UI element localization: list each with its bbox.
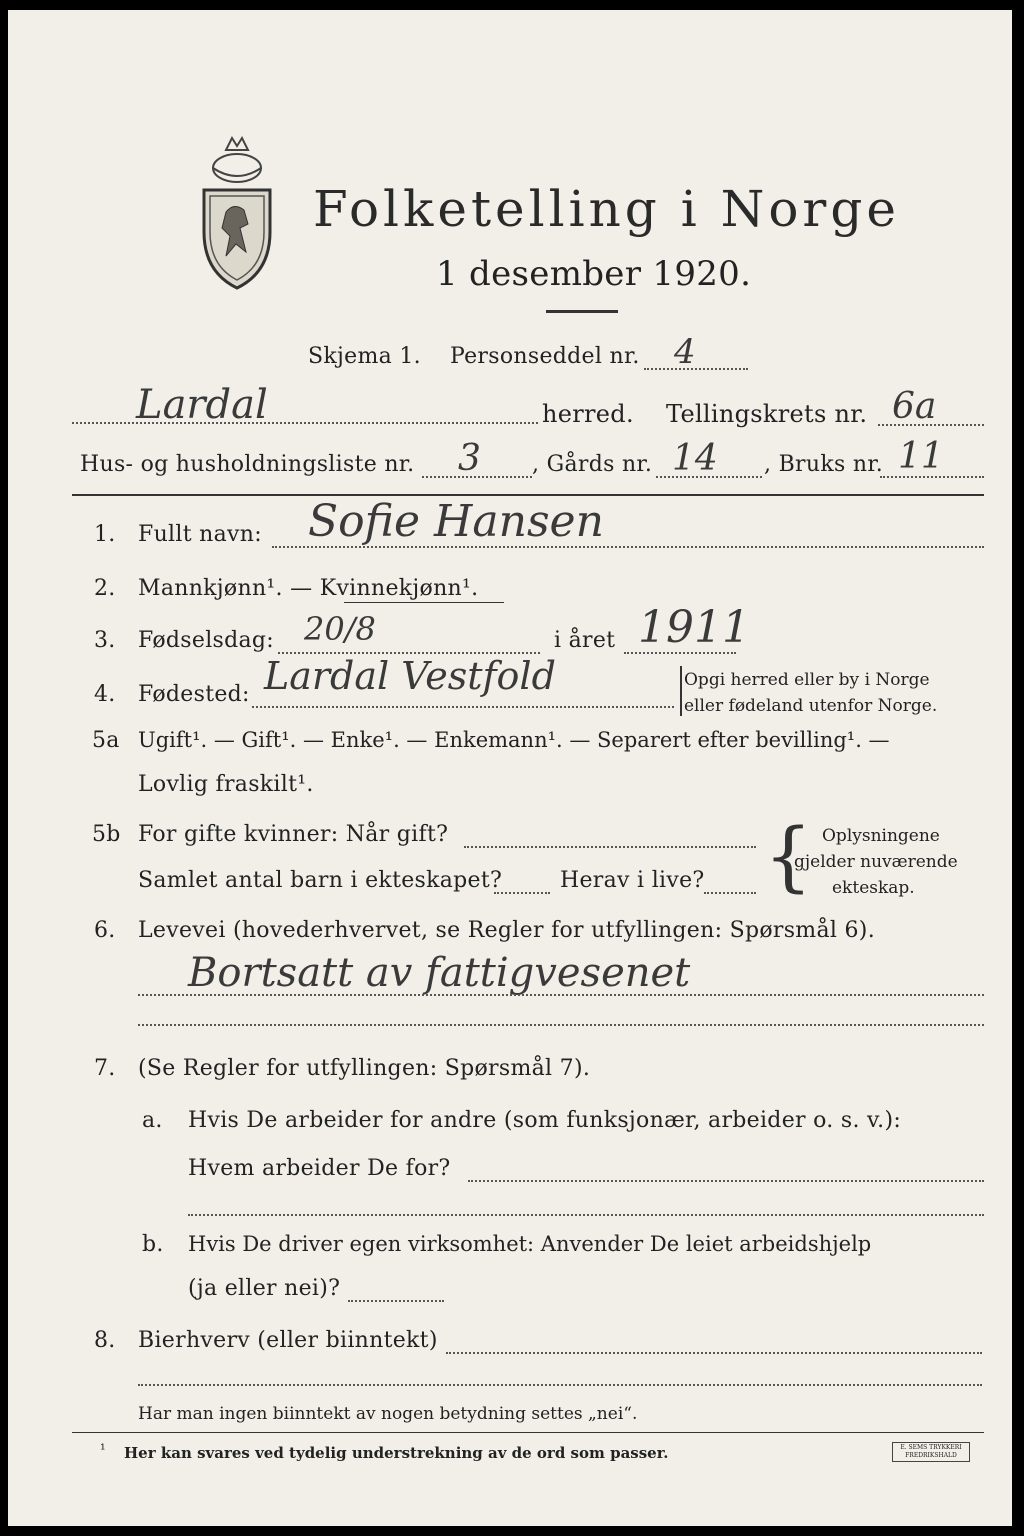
q8-label: Bierhverv (eller biinntekt) [138, 1328, 438, 1353]
personseddel-label: Personseddel nr. [450, 344, 640, 369]
q5a-line1: Ugift¹. — Gift¹. — Enke¹. — Enkemann¹. — Separert efter bevilling¹. — [138, 728, 890, 752]
tellingskrets-value: 6a [892, 386, 937, 427]
gards-label: , Gårds nr. [532, 452, 653, 477]
q3-year-label: i året [554, 628, 616, 653]
q1-value: Sofie Hansen [308, 496, 604, 547]
hus-value: 3 [458, 438, 481, 479]
footnote-text: Her kan svares ved tydelig understrekning av de ord som passer. [124, 1444, 669, 1462]
q2-label: Mannkjønn¹. — Kvinnekjønn¹. [138, 576, 479, 601]
q6-line2 [138, 1024, 984, 1026]
q1-label: Fullt navn: [138, 522, 262, 547]
q4-number: 4. [94, 682, 116, 707]
q4-note-line2: eller fødeland utenfor Norge. [684, 696, 938, 716]
q4-note-bracket [680, 666, 682, 716]
q7a-line1: Hvis De arbeider for andre (som funksjonær, arbeider o. s. v.): [188, 1108, 902, 1133]
q1-number: 1. [94, 522, 116, 547]
q7-label: (Se Regler for utfyllingen: Spørsmål 7). [138, 1056, 591, 1081]
q5b-note2: gjelder nuværende [794, 852, 958, 872]
q8-note: Har man ingen biinntekt av nogen betydning settes „nei“. [138, 1404, 638, 1424]
hus-label: Hus- og husholdningsliste nr. [80, 452, 415, 477]
q3-value: 20/8 [304, 610, 376, 648]
q5b-number: 5b [92, 822, 121, 847]
q6-label: Levevei (hovederhvervet, se Regler for utfyllingen: Spørsmål 6). [138, 918, 875, 943]
q5b-note1: Oplysningene [822, 826, 940, 846]
herred-label: herred. [542, 400, 634, 428]
tellingskrets-label: Tellingskrets nr. [666, 400, 868, 428]
footnote-mark: ¹ [100, 1442, 106, 1458]
census-form [8, 10, 1012, 1526]
coat-of-arms-icon [196, 132, 278, 290]
q5b-alive-line [704, 892, 756, 894]
gards-value: 14 [672, 438, 718, 479]
bruks-label: , Bruks nr. [764, 452, 884, 477]
q2-underline [344, 602, 504, 603]
printer-stamp: E. SEMS TRYKKERI FREDRIKSHALD [892, 1442, 970, 1462]
q6-number: 6. [94, 918, 116, 943]
census-date: 1 desember 1920. [436, 254, 752, 294]
personseddel-line [644, 368, 748, 370]
q7b-line1: Hvis De driver egen virksomhet: Anvender De leiet arbeidshjelp [188, 1232, 872, 1256]
q7a-letter: a. [142, 1108, 163, 1133]
q8-line2 [138, 1384, 982, 1386]
q7b-answer-line [348, 1300, 444, 1302]
q5b-brace: { [764, 811, 813, 900]
schema-label: Skjema 1. [308, 344, 421, 369]
q7a-extra-line [188, 1214, 984, 1216]
q7b-letter: b. [142, 1232, 164, 1257]
q5b-married-line [464, 846, 756, 848]
q7b-line2: (ja eller nei)? [188, 1276, 341, 1301]
title-divider [546, 310, 618, 313]
q5a-number: 5a [92, 728, 120, 753]
q5b-children-label: Samlet antal barn i ekteskapet? [138, 868, 503, 893]
q6-value: Bortsatt av fattigvesenet [188, 950, 691, 996]
q2-number: 2. [94, 576, 116, 601]
q5b-line1: For gifte kvinner: Når gift? [138, 822, 449, 847]
q4-note-line1: Opgi herred eller by i Norge [684, 670, 930, 690]
herred-value: Lardal [136, 382, 268, 428]
form-title: Folketelling i Norge [313, 180, 900, 238]
q7-number: 7. [94, 1056, 116, 1081]
q3-year-value: 1911 [638, 602, 750, 653]
bruks-value: 11 [898, 436, 944, 477]
q6-line1 [138, 994, 984, 996]
q5b-alive-label: Herav i live? [560, 868, 705, 893]
personseddel-value: 4 [674, 332, 696, 372]
q8-line1 [446, 1352, 982, 1354]
q5b-children-line [494, 892, 550, 894]
q5a-line2: Lovlig fraskilt¹. [138, 772, 314, 797]
q4-label: Fødested: [138, 682, 250, 707]
q7a-answer-line [468, 1180, 984, 1182]
q7a-line2: Hvem arbeider De for? [188, 1156, 451, 1181]
q3-label: Fødselsdag: [138, 628, 275, 653]
q5b-note3: ekteskap. [832, 878, 915, 898]
q8-number: 8. [94, 1328, 116, 1353]
footer-rule [72, 1432, 984, 1433]
q4-value: Lardal Vestfold [264, 654, 556, 698]
q3-number: 3. [94, 628, 116, 653]
q4-line [252, 706, 674, 708]
